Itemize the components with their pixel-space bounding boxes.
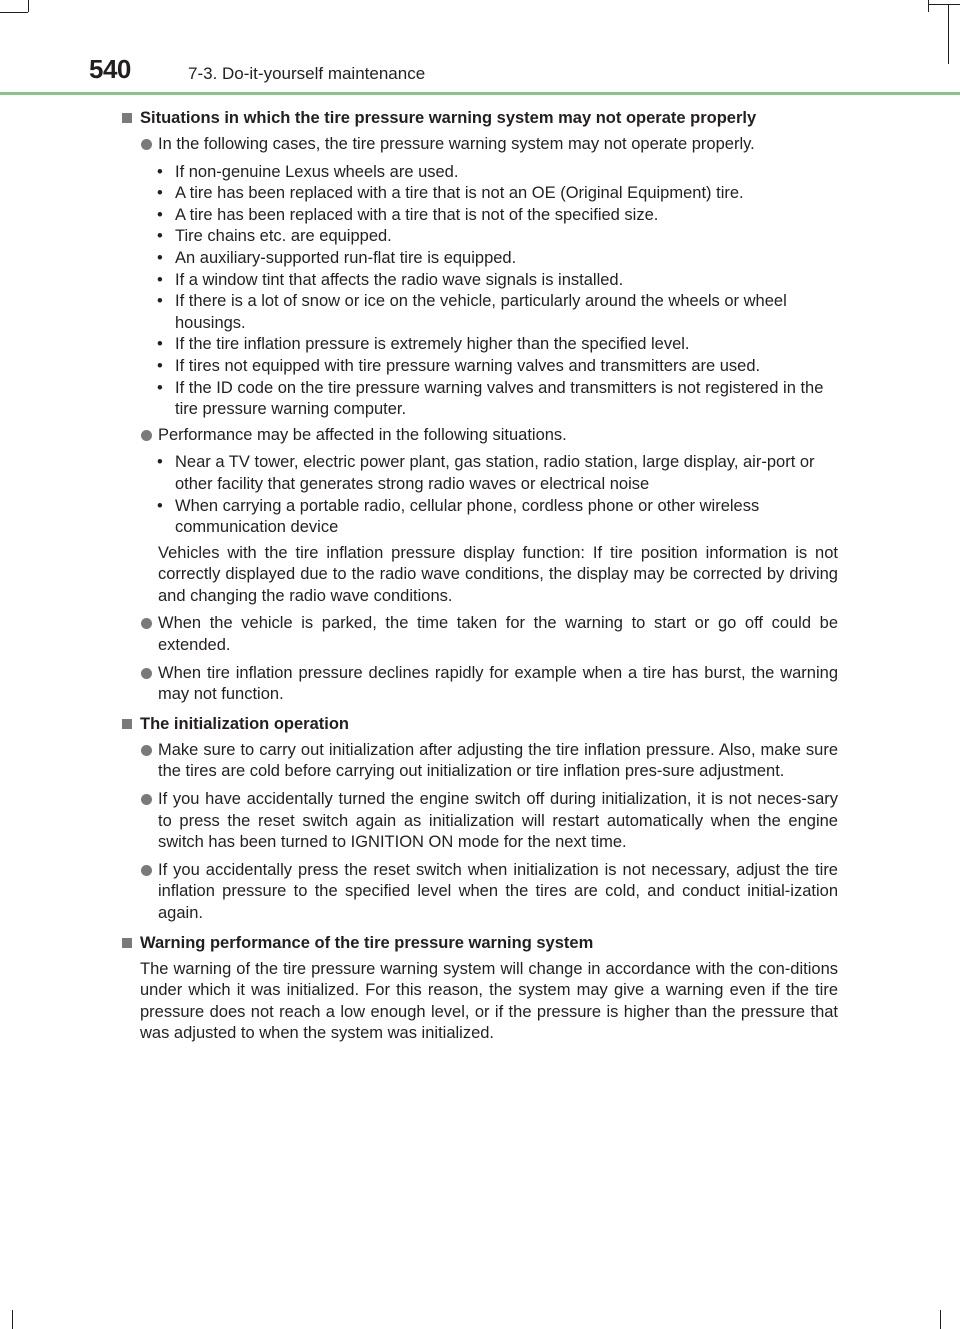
circle-bullet-icon: [141, 745, 152, 756]
circle-bullet-icon: [141, 430, 152, 441]
paragraph: [120, 134, 838, 156]
list-item: • If the ID code on the tire pressure warning valves and transmitters is not registered in the tire pressure warning computer.: [175, 378, 838, 421]
paragraph: [120, 860, 838, 925]
paragraph-text: If you have accidentally turned the engine switch off during initialization, it is not neces-sary to press the reset switch again as initialization will restart automatically when the engine switch has been turned to IGNITION ON mode for the next time.: [158, 790, 838, 852]
section-heading-text: Warning performance of the tire pressure warning system: [140, 933, 594, 952]
list-item: • A tire has been replaced with a tire that is not an OE (Original Equipment) tire.: [175, 183, 838, 205]
circle-bullet-icon: [141, 618, 152, 629]
paragraph: [120, 789, 838, 854]
paragraph: [120, 740, 838, 783]
paragraph: [120, 613, 838, 656]
section-initialization: [120, 712, 838, 925]
circle-bullet-icon: [141, 668, 152, 679]
paragraph: [120, 425, 838, 447]
paragraph-text: Make sure to carry out initialization after adjusting the tire inflation pressure. Also, make sure the tires are cold before carrying out initialization or tire inflation pres-sure adjustment.: [158, 740, 838, 781]
list-item: • An auxiliary-supported run-flat tire is equipped.: [175, 248, 838, 270]
list-item: • Tire chains etc. are equipped.: [175, 226, 838, 248]
paragraph-text: If you accidentally press the reset switch when initialization is not necessary, adjust the tire inflation pressure to the specified level when the tires are cold, and conduct initial-ization again.: [158, 860, 838, 922]
paragraph-text: When tire inflation pressure declines rapidly for example when a tire has burst, the warning may not function.: [158, 663, 838, 704]
circle-bullet-icon: [141, 865, 152, 876]
list-item: • If tires not equipped with tire pressure warning valves and transmitters are used.: [175, 356, 838, 378]
bullet-list: [120, 452, 838, 538]
paragraph-text: When the vehicle is parked, the time taken for the warning to start or go off could be extended.: [158, 614, 838, 655]
crop-mark: [12, 1310, 13, 1329]
section-tpws-limitations: [120, 106, 838, 706]
paragraph-note: Vehicles with the tire inflation pressure display function: If tire position information is not correctly displayed due to the radio wave conditions, the display may be corrected by driving and changing the radio wave conditions.: [158, 543, 838, 605]
section-heading: [120, 712, 838, 736]
list-item: • Near a TV tower, electric power plant, gas station, radio station, large display, air-port or other facility that generates strong radio waves or electrical noise: [175, 452, 838, 495]
page-content: [120, 106, 838, 1051]
list-item: • If the tire inflation pressure is extremely higher than the specified level.: [175, 334, 838, 356]
crop-mark: [940, 1310, 941, 1329]
list-item: • When carrying a portable radio, cellular phone, cordless phone or other wireless communication device: [175, 496, 838, 539]
circle-bullet-icon: [141, 139, 152, 150]
page-header: [0, 0, 960, 96]
circle-bullet-icon: [141, 794, 152, 805]
section-heading-text: Situations in which the tire pressure warning system may not operate properly: [140, 109, 757, 127]
paragraph-text: In the following cases, the tire pressure warning system may not operate properly.: [158, 135, 755, 153]
paragraph: [120, 663, 838, 706]
header-rule: [0, 92, 960, 95]
bullet-list: [120, 162, 838, 421]
square-bullet-icon: [122, 938, 132, 948]
section-heading: [120, 931, 838, 955]
list-item: • If a window tint that affects the radio wave signals is installed.: [175, 270, 838, 292]
square-bullet-icon: [122, 719, 132, 729]
section-heading: [120, 106, 838, 130]
list-item: • If there is a lot of snow or ice on the vehicle, particularly around the wheels or wheel housings.: [175, 291, 838, 334]
list-item: • A tire has been replaced with a tire that is not of the specified size.: [175, 205, 838, 227]
paragraph-text: Performance may be affected in the following situations.: [158, 425, 567, 444]
paragraph-text: The warning of the tire pressure warning system will change in accordance with the con-ditions under which it was initialized. For this reason, the system may give a warning even if the tire pressure does not reach a low enough level, or if the pressure is higher than the pressure that was adjusted to when the system was initialized.: [140, 959, 838, 1043]
section-heading-text: The initialization operation: [140, 714, 350, 733]
chapter-title: 7-3. Do-it-yourself maintenance: [188, 64, 426, 83]
list-item: • If non-genuine Lexus wheels are used.: [175, 162, 838, 184]
section-warning-performance: [120, 931, 838, 1045]
square-bullet-icon: [122, 113, 132, 123]
page-number: 540: [89, 54, 131, 84]
